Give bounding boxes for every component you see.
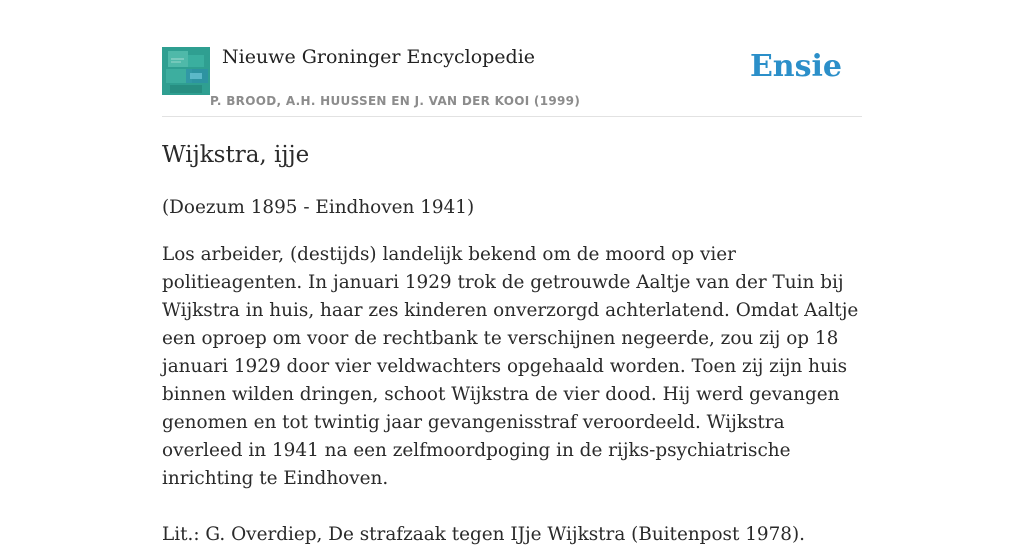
article-lifespan: (Doezum 1895 - Eindhoven 1941)	[162, 197, 475, 218]
ensie-logo-link[interactable]: Ensie	[749, 49, 842, 84]
article-body: Los arbeider, (destijds) landelijk bekend om de moord op vier politieagenten. In januari 1929 trok de getrouwde Aaltje van der Tuin bij Wijkstra in huis, haar zes kinderen onverzorgd achterlatend. Omdat Aaltje een oproep om voor de rechtbank te verschijnen negeerde, zou zij op 18 januari 1929 door vier veldwachters opgehaald worden. Toen zij zijn huis binnen wilden dringen, schoot Wijkstra de vier dood. Hij werd gevangen genomen en tot twintig jaar gevangenisstraf veroordeeld. Wijkstra overleed in 1941 na een zelfmoordpoging in de rijks-psychiatrische inrichting te Eindhoven.	[162, 244, 859, 489]
book-cover-thumbnail-icon[interactable]	[162, 47, 210, 95]
book-authors: P. BROOD, A.H. HUUSSEN EN J. VAN DER KOOI (1999)	[210, 94, 581, 108]
source-header	[162, 44, 862, 117]
article-literature: Lit.: G. Overdiep, De strafzaak tegen IJje Wijkstra (Buitenpost 1978).	[162, 524, 806, 545]
article-title: Wijkstra, ijje	[162, 142, 310, 168]
book-title-link[interactable]: Nieuwe Groninger Encyclopedie	[222, 46, 536, 68]
article	[162, 138, 862, 549]
